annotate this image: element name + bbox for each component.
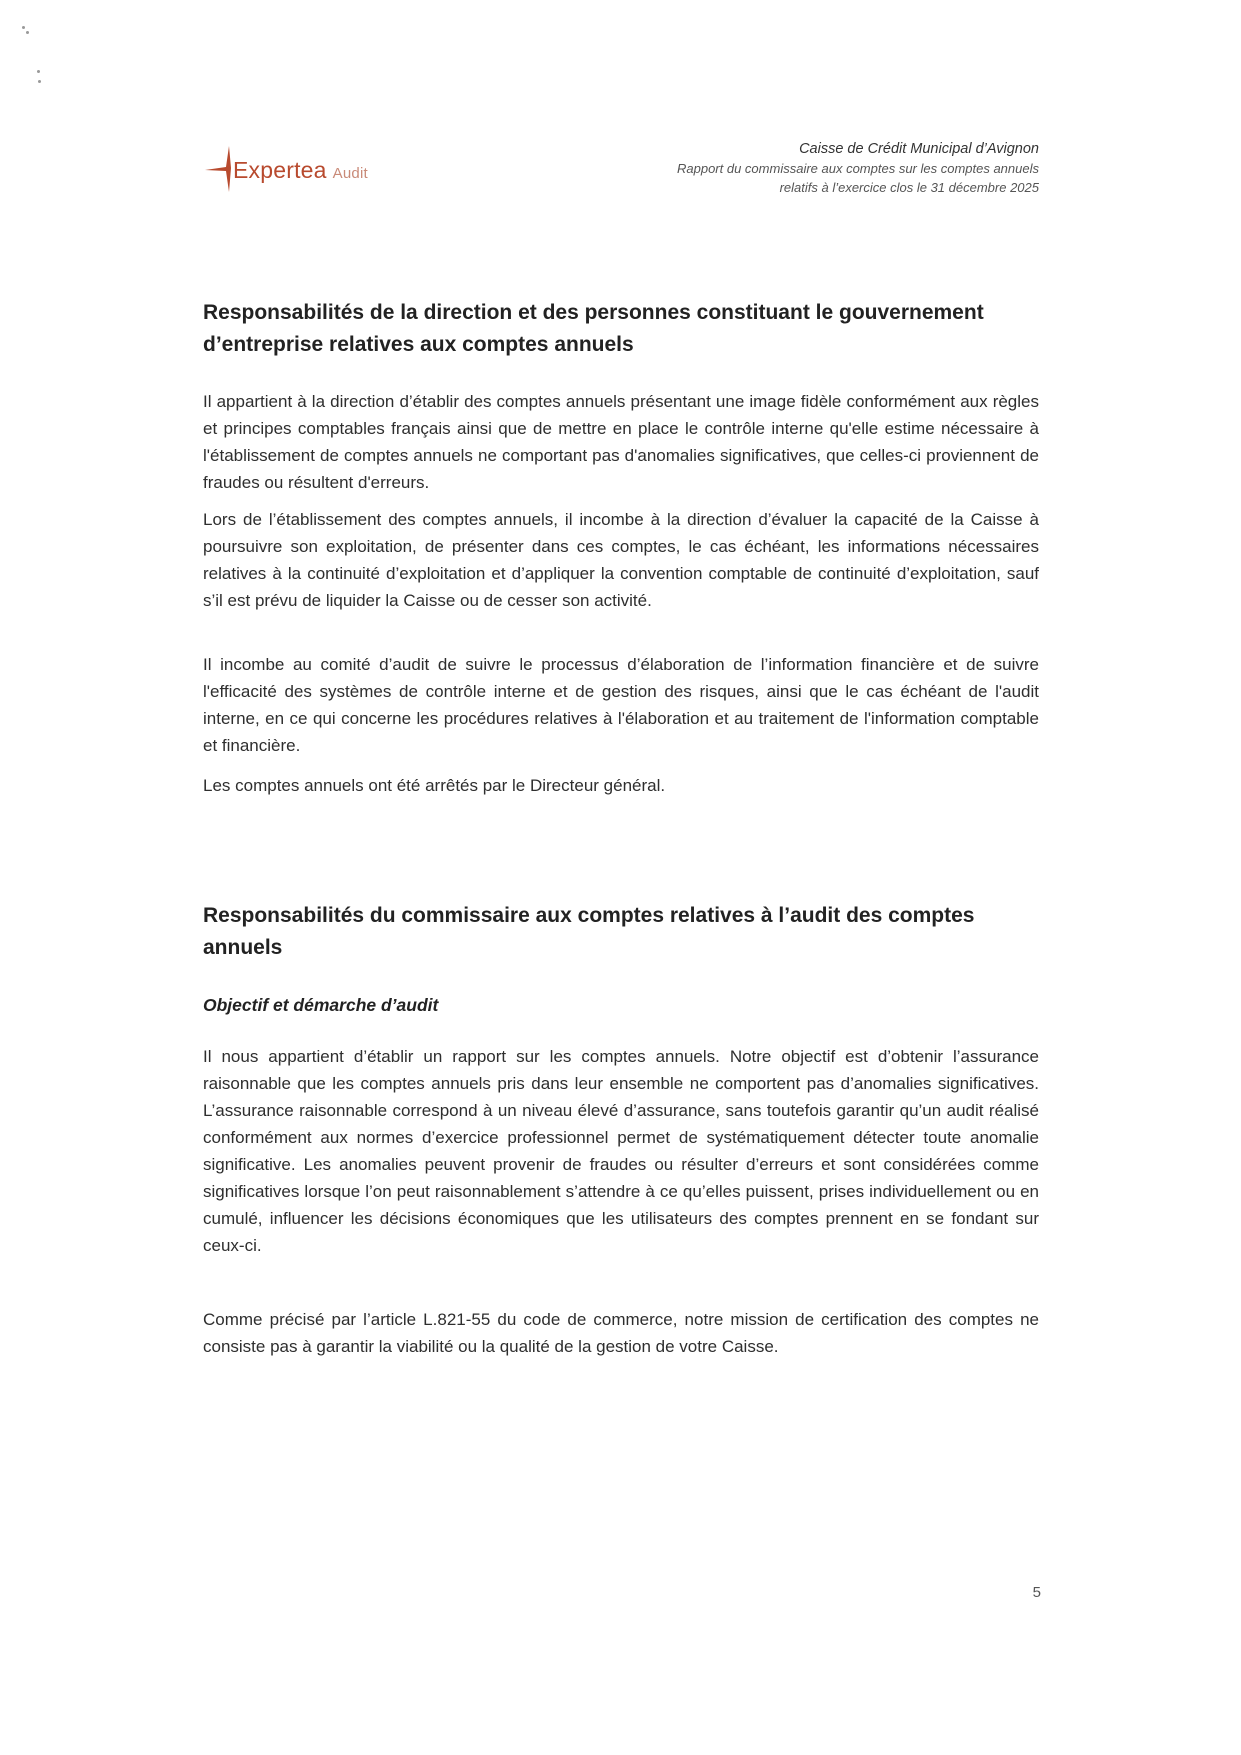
document-header (677, 140, 1039, 197)
paragraph: Il incombe au comité d’audit de suivre le processus d’élaboration de l’information financière et de suivre l'efficacité des systèmes de contrôle interne et de gestion des risques, ainsi que le cas échéant de l'audit interne, en ce qui concerne les procédures relatives à l'élaboration et au traitement de l'information comptable et financière. (203, 655, 1039, 755)
page-number: 5 (1032, 1584, 1041, 1601)
subsection-heading: Objectif et démarche d’audit (203, 995, 439, 1015)
paragraph: Comme précisé par l’article L.821-55 du code de commerce, notre mission de certification des comptes ne consiste pas à garantir la viabilité ou la qualité de la gestion de votre Caisse. (203, 1310, 1039, 1356)
paragraph: Il nous appartient d’établir un rapport sur les comptes annuels. Notre objectif est d’obtenir l’assurance raisonnable que les comptes annuels pris dans leur ensemble ne comportent pas d’anomalies significatives. L’assurance raisonnable correspond à un niveau élevé d’assurance, sans toutefois garantir qu’un audit réalisé conformément aux normes d’exercice professionnel permet de systématiquement détecter toute anomalie significative. Les anomalies peuvent provenir de fraudes ou résulter d’erreurs et sont considérées comme significatives lorsque l’on peut raisonnablement s’attendre à ce qu’elles puissent, prises individuellement ou en cumulé, influencer les décisions économiques que les utilisateurs des comptes prennent en se fondant sur ceux-ci. (203, 1047, 1039, 1255)
paragraph: Lors de l’établissement des comptes annuels, il incombe à la direction d’évaluer la capacité de la Caisse à poursuivre son exploitation, de présenter dans ces comptes, le cas échéant, les informations nécessaires relatives à la continuité d’exploitation et d’appliquer la convention comptable de continuité d’exploitation, sauf s’il est prévu de liquider la Caisse ou de cesser son activité. (203, 510, 1039, 610)
section-direction-responsibilities (203, 297, 1039, 361)
section1-body (203, 388, 1039, 496)
subsection (203, 993, 1039, 1017)
entity-name: Caisse de Crédit Municipal d’Avignon (799, 141, 1039, 157)
report-title-line2: relatifs à l’exercice clos le 31 décembre 2025 (779, 180, 1039, 195)
logo-name: Expertea (233, 157, 327, 183)
scan-speck (22, 26, 25, 29)
section-heading: Responsabilités du commissaire aux comptes relatives à l’audit des comptes annuels (203, 904, 975, 959)
paragraph: Les comptes annuels ont été arrêtés par le Directeur général. (203, 776, 666, 795)
logo-star-icon (203, 144, 233, 194)
section2-body (203, 1043, 1039, 1259)
logo-subtitle: Audit (332, 165, 368, 182)
section2-body (203, 1306, 1039, 1360)
section1-body (203, 506, 1039, 614)
scan-speck (37, 70, 40, 73)
section1-body (203, 651, 1039, 759)
scan-speck (38, 80, 41, 83)
company-logo (203, 144, 423, 194)
section1-body (203, 772, 1039, 799)
paragraph: Il appartient à la direction d’établir des comptes annuels présentant une image fidèle conformément aux règles et principes comptables français ainsi que de mettre en place le contrôle interne qu'elle estime nécessaire à l'établissement de comptes annuels ne comportant pas d'anomalies significatives, que celles-ci proviennent de fraudes ou résultent d'erreurs. (203, 392, 1039, 492)
section-heading: Responsabilités de la direction et des personnes constituant le gouvernement d’entreprise relatives aux comptes annuels (203, 301, 984, 356)
scan-speck (26, 31, 29, 34)
report-title-line1: Rapport du commissaire aux comptes sur les comptes annuels (677, 161, 1039, 176)
section-auditor-responsibilities (203, 900, 1039, 964)
